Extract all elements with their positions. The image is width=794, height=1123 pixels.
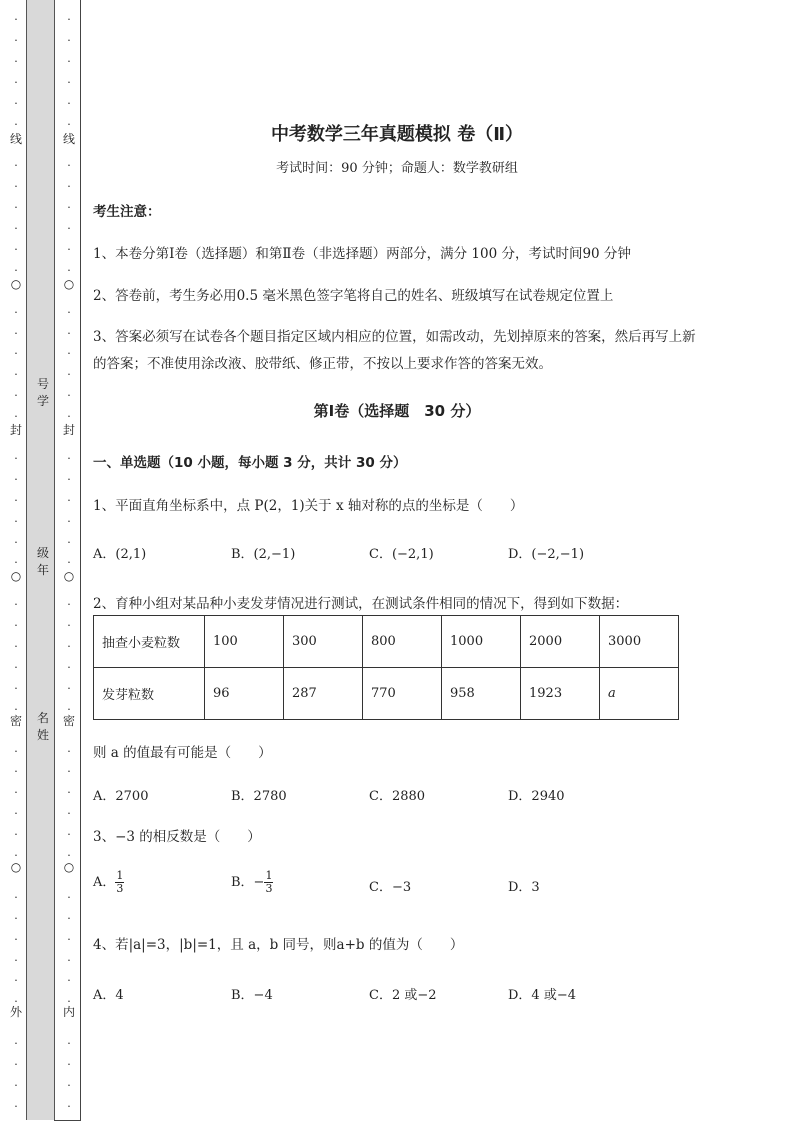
q3-option-d[interactable]: D．3 <box>508 880 540 895</box>
table-cell: 1000 <box>442 616 521 668</box>
table-header-cell: 抽查小麦粒数 <box>94 616 205 668</box>
dot-mark: · <box>67 828 71 842</box>
dot-mark: · <box>14 159 18 173</box>
q3-option-a[interactable] <box>93 870 124 895</box>
dot-mark: · <box>14 263 18 277</box>
q2-option-c[interactable]: C．2880 <box>369 789 426 804</box>
dot-mark: · <box>14 535 18 549</box>
dot-mark: · <box>14 242 18 256</box>
notice-item-3-line-2: 的答案；不准使用涂改液、胶带纸、修正带，不按以上要求作答的答案无效。 <box>93 356 552 372</box>
dot-mark: · <box>67 493 71 507</box>
dot-mark: · <box>14 1078 18 1092</box>
table-cell: 287 <box>284 668 363 720</box>
dot-mark: · <box>14 347 18 361</box>
dot-mark: · <box>67 974 71 988</box>
q4-stem: 4、若|a|=3，|b|=1，且 a，b 同号，则a+b 的值为（ ） <box>93 937 464 953</box>
outer-glyph-secret: 密 <box>9 714 22 728</box>
dot-mark: · <box>67 13 71 26</box>
dot-mark: · <box>67 1099 71 1113</box>
q1-option-a[interactable]: A．(2,1) <box>93 547 147 562</box>
dot-mark: · <box>67 451 71 465</box>
dot-mark: · <box>14 54 18 68</box>
dot-mark: · <box>14 33 18 47</box>
dot-mark: · <box>14 828 18 842</box>
notice-item-3-line-1: 3、答案必须写在试卷各个题目指定区域内相应的位置，如需改动，先划掉原来的答案，然后再写上新 <box>93 329 696 345</box>
q2-option-a[interactable]: A．2700 <box>93 789 149 804</box>
dot-mark: · <box>67 305 71 319</box>
dot-mark: · <box>67 368 71 382</box>
fraction-denominator: 3 <box>265 882 273 895</box>
dot-mark: · <box>14 201 18 215</box>
dot-mark: · <box>67 96 71 110</box>
table-row <box>94 616 679 668</box>
dot-mark: · <box>14 514 18 528</box>
dot-mark: · <box>67 849 71 862</box>
dot-mark: · <box>14 1099 18 1113</box>
dot-mark: · <box>14 890 18 904</box>
dot-mark: · <box>14 640 18 653</box>
dot-mark: · <box>67 117 71 131</box>
q2-option-b[interactable]: B．2780 <box>231 789 287 804</box>
table-cell: 1923 <box>521 668 600 720</box>
outer-glyph-seal: 封 <box>9 423 22 437</box>
dot-mark: · <box>67 932 71 946</box>
q1-option-b[interactable]: B．(2,−1) <box>231 547 296 562</box>
dot-mark: · <box>67 890 71 904</box>
q3-option-b[interactable] <box>231 870 273 895</box>
notice-heading: 考生注意： <box>93 204 161 220</box>
name-label: 名姓 <box>36 711 49 742</box>
fraction-numerator: 1 <box>265 869 273 882</box>
inner-glyph-circle: ○ <box>63 277 75 291</box>
dot-mark: · <box>14 472 18 486</box>
dot-mark: · <box>67 1078 71 1092</box>
dot-mark: · <box>14 702 18 716</box>
dot-mark: · <box>14 598 18 612</box>
notice-item-1: 1、本卷分第Ⅰ卷（选择题）和第Ⅱ卷（非选择题）两部分，满分 100 分，考试时间90 分钟 <box>93 246 631 262</box>
table-cell: 958 <box>442 668 521 720</box>
part-heading: 一、单选题（10 小题，每小题 3 分，共计 30 分） <box>93 455 407 471</box>
table-cell: 300 <box>284 616 363 668</box>
dot-mark: · <box>67 640 71 653</box>
dot-mark: · <box>14 744 18 758</box>
dot-mark: · <box>67 556 71 570</box>
inner-glyph-seal: 封 <box>62 423 75 437</box>
dot-mark: · <box>67 911 71 925</box>
dot-mark: · <box>67 33 71 47</box>
dot-mark: · <box>67 514 71 528</box>
dot-mark: · <box>14 953 18 967</box>
table-cell: 96 <box>205 668 284 720</box>
dot-mark: · <box>67 326 71 340</box>
dot-mark: · <box>67 953 71 967</box>
dot-mark: · <box>67 598 71 612</box>
inner-glyph-line: 线 <box>62 132 75 146</box>
dot-mark: · <box>14 786 18 800</box>
dot-mark: · <box>67 263 71 277</box>
q3-stem: 3、−3 的相反数是（ ） <box>93 829 261 845</box>
section-title: 第Ⅰ卷（选择题 30 分） <box>313 402 481 420</box>
inner-glyph-secret: 密 <box>62 714 75 728</box>
dot-mark: · <box>67 389 71 403</box>
dot-mark: · <box>14 911 18 925</box>
dot-mark: · <box>67 222 71 235</box>
dot-mark: · <box>14 368 18 382</box>
dot-mark: · <box>67 410 71 424</box>
q3-option-c[interactable]: C．−3 <box>369 880 412 895</box>
grade-label: 级年 <box>36 546 49 577</box>
dot-mark: · <box>14 326 18 340</box>
table-cell: 800 <box>363 616 442 668</box>
q2-stem: 2、育种小组对某品种小麦发芽情况进行测试，在测试条件相同的情况下，得到如下数据： <box>93 596 629 612</box>
dot-mark: · <box>14 765 18 779</box>
inner-glyph-circle: ○ <box>63 860 75 874</box>
dot-mark: · <box>67 159 71 173</box>
inner-glyph-circle: ○ <box>63 569 75 583</box>
q4-option-c[interactable]: C．2 或−2 <box>369 988 437 1003</box>
fraction <box>115 870 124 895</box>
dot-mark: · <box>14 13 18 26</box>
dot-mark: · <box>14 75 18 89</box>
dot-mark: · <box>67 681 71 695</box>
dot-mark: · <box>14 222 18 235</box>
table-cell: 770 <box>363 668 442 720</box>
student-id-label: 号学 <box>36 377 49 408</box>
dot-mark: · <box>14 451 18 465</box>
option-prefix: A． <box>93 875 116 890</box>
dot-mark: · <box>67 660 71 674</box>
dot-mark: · <box>14 974 18 988</box>
dot-mark: · <box>67 180 71 194</box>
fraction <box>264 870 273 895</box>
dot-mark: · <box>67 807 71 821</box>
dot-mark: · <box>14 305 18 319</box>
page-title: 中考数学三年真题模拟 卷（Ⅱ） <box>270 124 524 145</box>
inner-glyph-side: 内 <box>62 1005 75 1019</box>
dot-mark: · <box>14 96 18 110</box>
dot-mark: · <box>67 242 71 256</box>
dot-mark: · <box>14 410 18 424</box>
dot-mark: · <box>14 849 18 862</box>
table-header-cell: 发芽粒数 <box>94 668 205 720</box>
outer-glyph-circle: ○ <box>10 860 22 874</box>
q4-option-d[interactable]: D．4 或−4 <box>508 988 576 1003</box>
q4-option-a[interactable]: A．4 <box>93 988 124 1003</box>
outer-glyph-circle: ○ <box>10 277 22 291</box>
dot-mark: · <box>67 472 71 486</box>
dot-mark: · <box>67 201 71 215</box>
dot-mark: · <box>67 995 71 1009</box>
dot-mark: · <box>14 660 18 674</box>
table-cell: 2000 <box>521 616 600 668</box>
dot-mark: · <box>67 765 71 779</box>
dot-mark: · <box>67 75 71 89</box>
dot-mark: · <box>14 180 18 194</box>
fraction-numerator: 1 <box>116 869 124 882</box>
outer-glyph-side: 外 <box>9 1005 22 1019</box>
table-row <box>94 668 679 720</box>
dot-mark: · <box>14 117 18 131</box>
fraction-denominator: 3 <box>116 882 124 895</box>
dot-mark: · <box>14 932 18 946</box>
q1-option-c[interactable]: C．(−2,1) <box>369 547 434 562</box>
dot-mark: · <box>14 619 18 633</box>
q4-option-b[interactable]: B．−4 <box>231 988 273 1003</box>
dot-mark: · <box>14 1037 18 1051</box>
table-cell: 3000 <box>600 616 679 668</box>
q1-option-d[interactable]: D．(−2,−1) <box>508 547 585 562</box>
dot-mark: · <box>67 702 71 716</box>
dot-mark: · <box>14 389 18 403</box>
q1-stem: 1、平面直角坐标系中，点 P(2，1)关于 x 轴对称的点的坐标是（ ） <box>93 498 524 514</box>
dot-mark: · <box>14 1058 18 1071</box>
dot-mark: · <box>67 1058 71 1071</box>
dot-mark: · <box>14 493 18 507</box>
dot-mark: · <box>67 1037 71 1051</box>
dot-mark: · <box>67 619 71 633</box>
dot-mark: · <box>67 347 71 361</box>
notice-item-2: 2、答卷前，考生务必用0.5 毫米黑色签字笔将自己的姓名、班级填写在试卷规定位置上 <box>93 288 614 304</box>
outer-glyph-line: 线 <box>9 132 22 146</box>
dot-mark: · <box>67 744 71 758</box>
q2-question: 则 a 的值最有可能是（ ） <box>93 745 272 761</box>
exam-subtitle: 考试时间：90 分钟；命题人：数学教研组 <box>276 161 518 176</box>
dot-mark: · <box>67 786 71 800</box>
q2-option-d[interactable]: D．2940 <box>508 789 565 804</box>
dot-mark: · <box>14 681 18 695</box>
option-prefix: B．− <box>231 875 265 890</box>
dot-mark: · <box>14 995 18 1009</box>
table-cell: 100 <box>205 616 284 668</box>
outer-glyph-circle: ○ <box>10 569 22 583</box>
dot-mark: · <box>14 807 18 821</box>
q2-data-table <box>93 615 679 720</box>
dot-mark: · <box>14 556 18 570</box>
dot-mark: · <box>67 535 71 549</box>
table-cell: a <box>600 668 679 720</box>
dot-mark: · <box>67 54 71 68</box>
